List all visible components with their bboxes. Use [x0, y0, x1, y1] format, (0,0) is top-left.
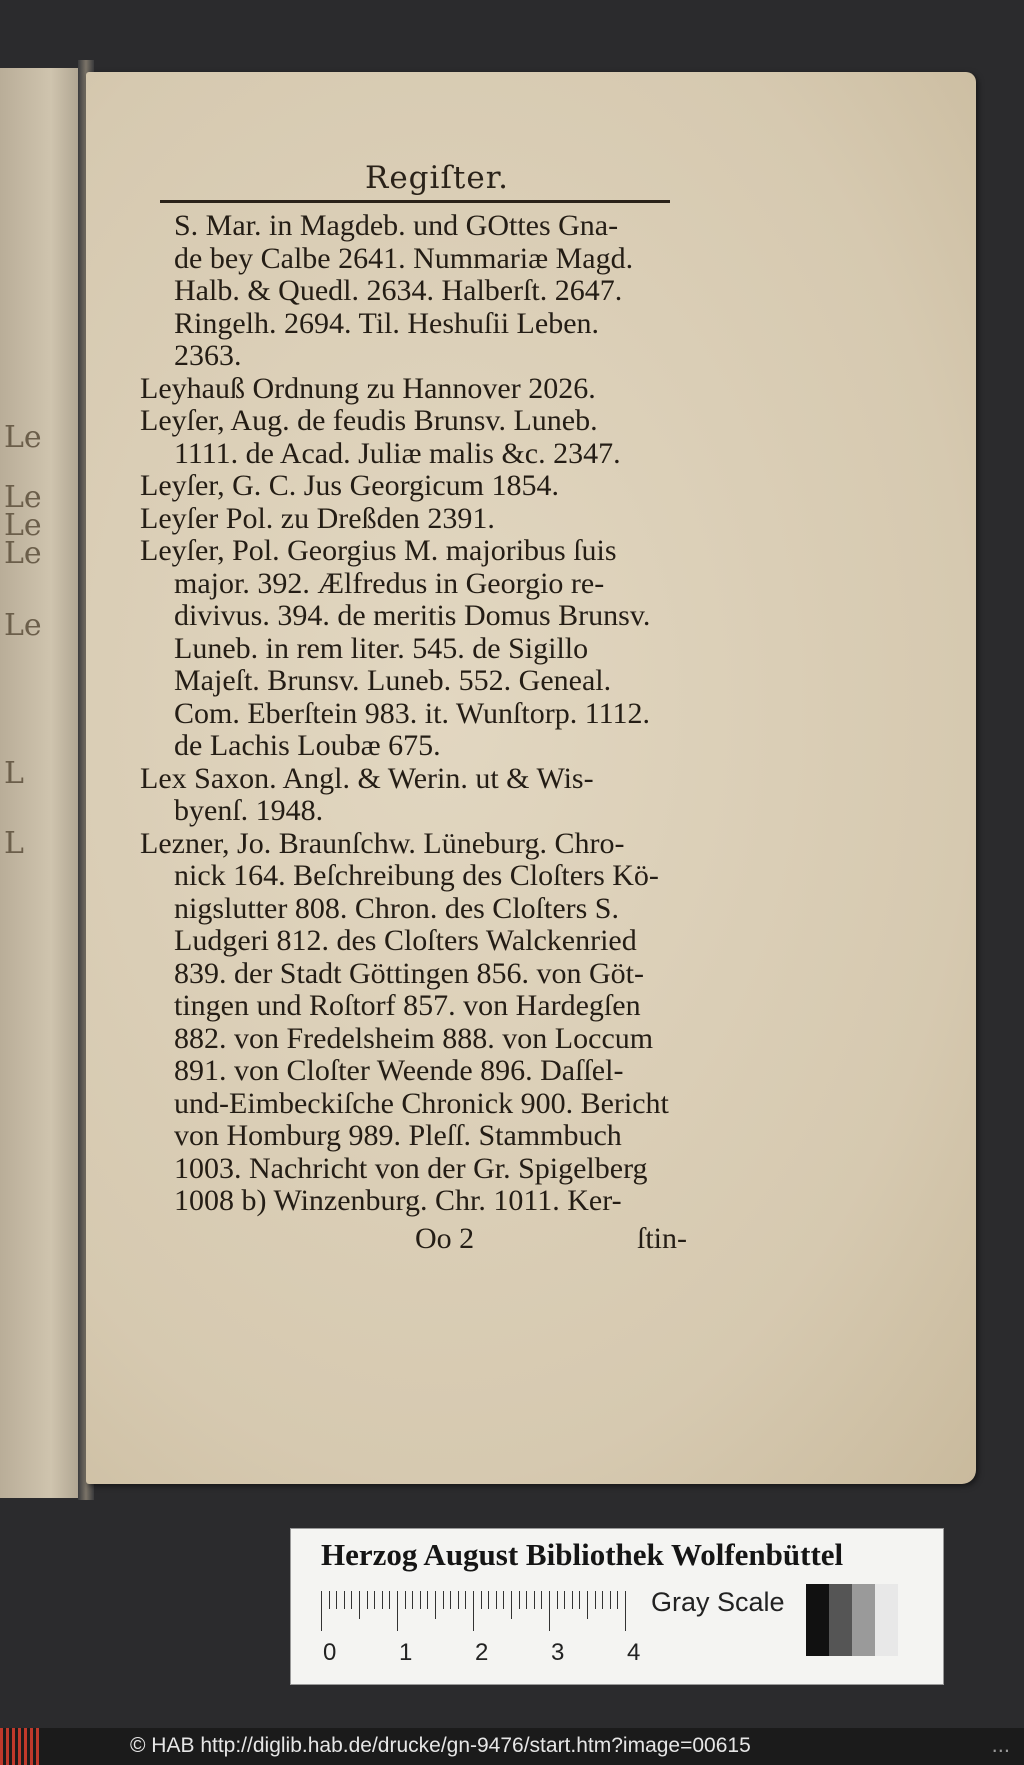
register-line: Leyſer Pol. zu Dreßden 2391. [140, 501, 495, 535]
ruler-tick [412, 1591, 413, 1609]
ruler-tick [367, 1591, 368, 1609]
left-page-mark: Le [4, 508, 42, 543]
ruler-number: 2 [475, 1639, 489, 1666]
ruler-number: 4 [627, 1639, 641, 1666]
ruler-tick [481, 1591, 482, 1609]
ruler-tick [435, 1591, 436, 1619]
ruler-tick [511, 1591, 512, 1619]
register-line: Com. Eberſtein 983. it. Wunſtorp. 1112. [174, 696, 650, 730]
ruler-tick [382, 1591, 383, 1609]
gray-scale-label: Gray Scale [651, 1587, 785, 1617]
register-line: Ludgeri 812. des Cloſters Walckenried [174, 924, 637, 957]
left-page-mark: Le [4, 420, 42, 455]
ruler-tick [617, 1591, 618, 1609]
ruler-tick [557, 1591, 558, 1609]
ruler-tick [488, 1591, 489, 1609]
register-line: Leyſer, Aug. de feudis Brunsv. Luneb. [140, 404, 598, 437]
ruler-tick [534, 1591, 535, 1609]
ruler-tick [610, 1591, 611, 1609]
ruler-tick [579, 1591, 580, 1609]
color-scale-card [290, 1528, 944, 1685]
ruler-tick [450, 1591, 451, 1609]
ruler-tick [587, 1591, 588, 1619]
ruler-tick [595, 1591, 596, 1609]
gray-swatch [875, 1584, 898, 1656]
ruler-tick [541, 1591, 542, 1609]
ruler-tick [397, 1591, 398, 1631]
gray-swatch [829, 1584, 852, 1656]
register-line: Lezner, Jo. Braunſchw. Lüneburg. Chro- [140, 826, 625, 860]
ruler-tick [420, 1591, 421, 1609]
ruler-tick [549, 1591, 550, 1631]
register-line: tingen und Roſtorf 857. von Hardegſen [174, 989, 641, 1022]
ruler-tick [389, 1591, 390, 1609]
ruler-tick [465, 1591, 466, 1609]
ruler-number: 1 [399, 1639, 413, 1666]
signature-mark: Oo 2 [415, 1222, 475, 1255]
left-page-mark: Le [4, 608, 42, 643]
register-line: major. 392. Ælfredus in Georgio re- [174, 566, 605, 600]
register-line: de bey Calbe 2641. Nummariæ Magd. [174, 241, 634, 275]
register-line: Leyſer, Pol. Georgius M. majoribus ſuis [140, 534, 617, 567]
register-line: byenſ. 1948. [174, 794, 324, 827]
page-header: Regiſter. [365, 160, 509, 196]
gray-swatch [806, 1584, 829, 1656]
register-line: und-Eimbeckiſche Chronick 900. Bericht [174, 1086, 669, 1120]
register-text [140, 210, 700, 1218]
register-line: nigslutter 808. Chron. des Cloſters S. [174, 891, 619, 925]
register-line: Leyhauß Ordnung zu Hannover 2026. [140, 371, 596, 405]
ruler-scale [321, 1591, 651, 1631]
left-page-mark: Le [4, 536, 42, 571]
register-line: von Homburg 989. Pleſſ. Stammbuch [174, 1119, 622, 1152]
register-line: Halb. & Quedl. 2634. Halberſt. 2647. [174, 274, 623, 307]
left-page-mark: L [4, 756, 24, 791]
register-line: 2363. [174, 339, 242, 372]
register-line: 1003. Nachricht von der Gr. Spigelberg [174, 1151, 648, 1185]
register-line: nick 164. Beſchreibung des Cloſters Kö- [174, 859, 659, 892]
left-page-mark: Le [4, 480, 42, 515]
ruler-tick [427, 1591, 428, 1609]
register-line: 891. von Cloſter Weende 896. Daſſel- [174, 1054, 624, 1087]
ruler-tick [602, 1591, 603, 1609]
ruler-tick [443, 1591, 444, 1609]
ruler-tick [405, 1591, 406, 1609]
ruler-tick [519, 1591, 520, 1609]
register-line: Lex Saxon. Angl. & Werin. ut & Wis- [140, 761, 594, 795]
register-line: 1008 b) Winzenburg. Chr. 1011. Ker- [174, 1184, 622, 1217]
gray-swatch [852, 1584, 875, 1656]
ruler-tick [473, 1591, 474, 1631]
library-title: Herzog August Bibliothek Wolfenbüttel [321, 1537, 844, 1572]
ruler-tick [336, 1591, 337, 1609]
more-icon[interactable]: ... [991, 1732, 1010, 1757]
ruler-tick [321, 1591, 322, 1631]
left-page-mark: L [4, 826, 24, 861]
ruler-tick [359, 1591, 360, 1619]
hab-logo-icon [0, 1728, 40, 1765]
register-line: Luneb. in rem liter. 545. de Sigillo [174, 631, 589, 665]
register-line: de Lachis Loubæ 675. [174, 729, 441, 762]
header-rule [160, 200, 670, 203]
ruler-tick [625, 1591, 626, 1631]
status-bar [0, 1728, 1024, 1765]
register-line: Majeſt. Brunsv. Luneb. 552. Geneal. [174, 664, 612, 697]
ruler-tick [458, 1591, 459, 1609]
ruler-tick [344, 1591, 345, 1609]
ruler-tick [496, 1591, 497, 1609]
register-line: Ringelh. 2694. Til. Heshuſii Leben. [174, 306, 600, 340]
register-line: Leyſer, G. C. Jus Georgicum 1854. [140, 469, 560, 502]
ruler-number: 0 [323, 1639, 337, 1666]
register-line: S. Mar. in Magdeb. und GOttes Gna- [174, 209, 619, 242]
ruler-tick [374, 1591, 375, 1609]
ruler-number: 3 [551, 1639, 565, 1666]
ruler-tick [564, 1591, 565, 1609]
register-line: 882. von Fredelsheim 888. von Loccum [174, 1021, 654, 1055]
source-url[interactable]: © HAB http://diglib.hab.de/drucke/gn-9476/start.htm?image=00615 [130, 1734, 751, 1757]
ruler-tick [351, 1591, 352, 1609]
ruler-tick [329, 1591, 330, 1609]
left-page-edge [0, 68, 85, 1498]
catchword: ſtin- [637, 1222, 687, 1255]
register-line: 1111. de Acad. Juliæ malis &c. 2347. [174, 436, 621, 470]
register-line: divivus. 394. de meritis Domus Brunsv. [174, 599, 651, 632]
gray-swatches [806, 1584, 898, 1656]
register-line: 839. der Stadt Göttingen 856. von Göt- [174, 956, 644, 990]
ruler-tick [572, 1591, 573, 1609]
ruler-tick [526, 1591, 527, 1609]
ruler-tick [503, 1591, 504, 1609]
